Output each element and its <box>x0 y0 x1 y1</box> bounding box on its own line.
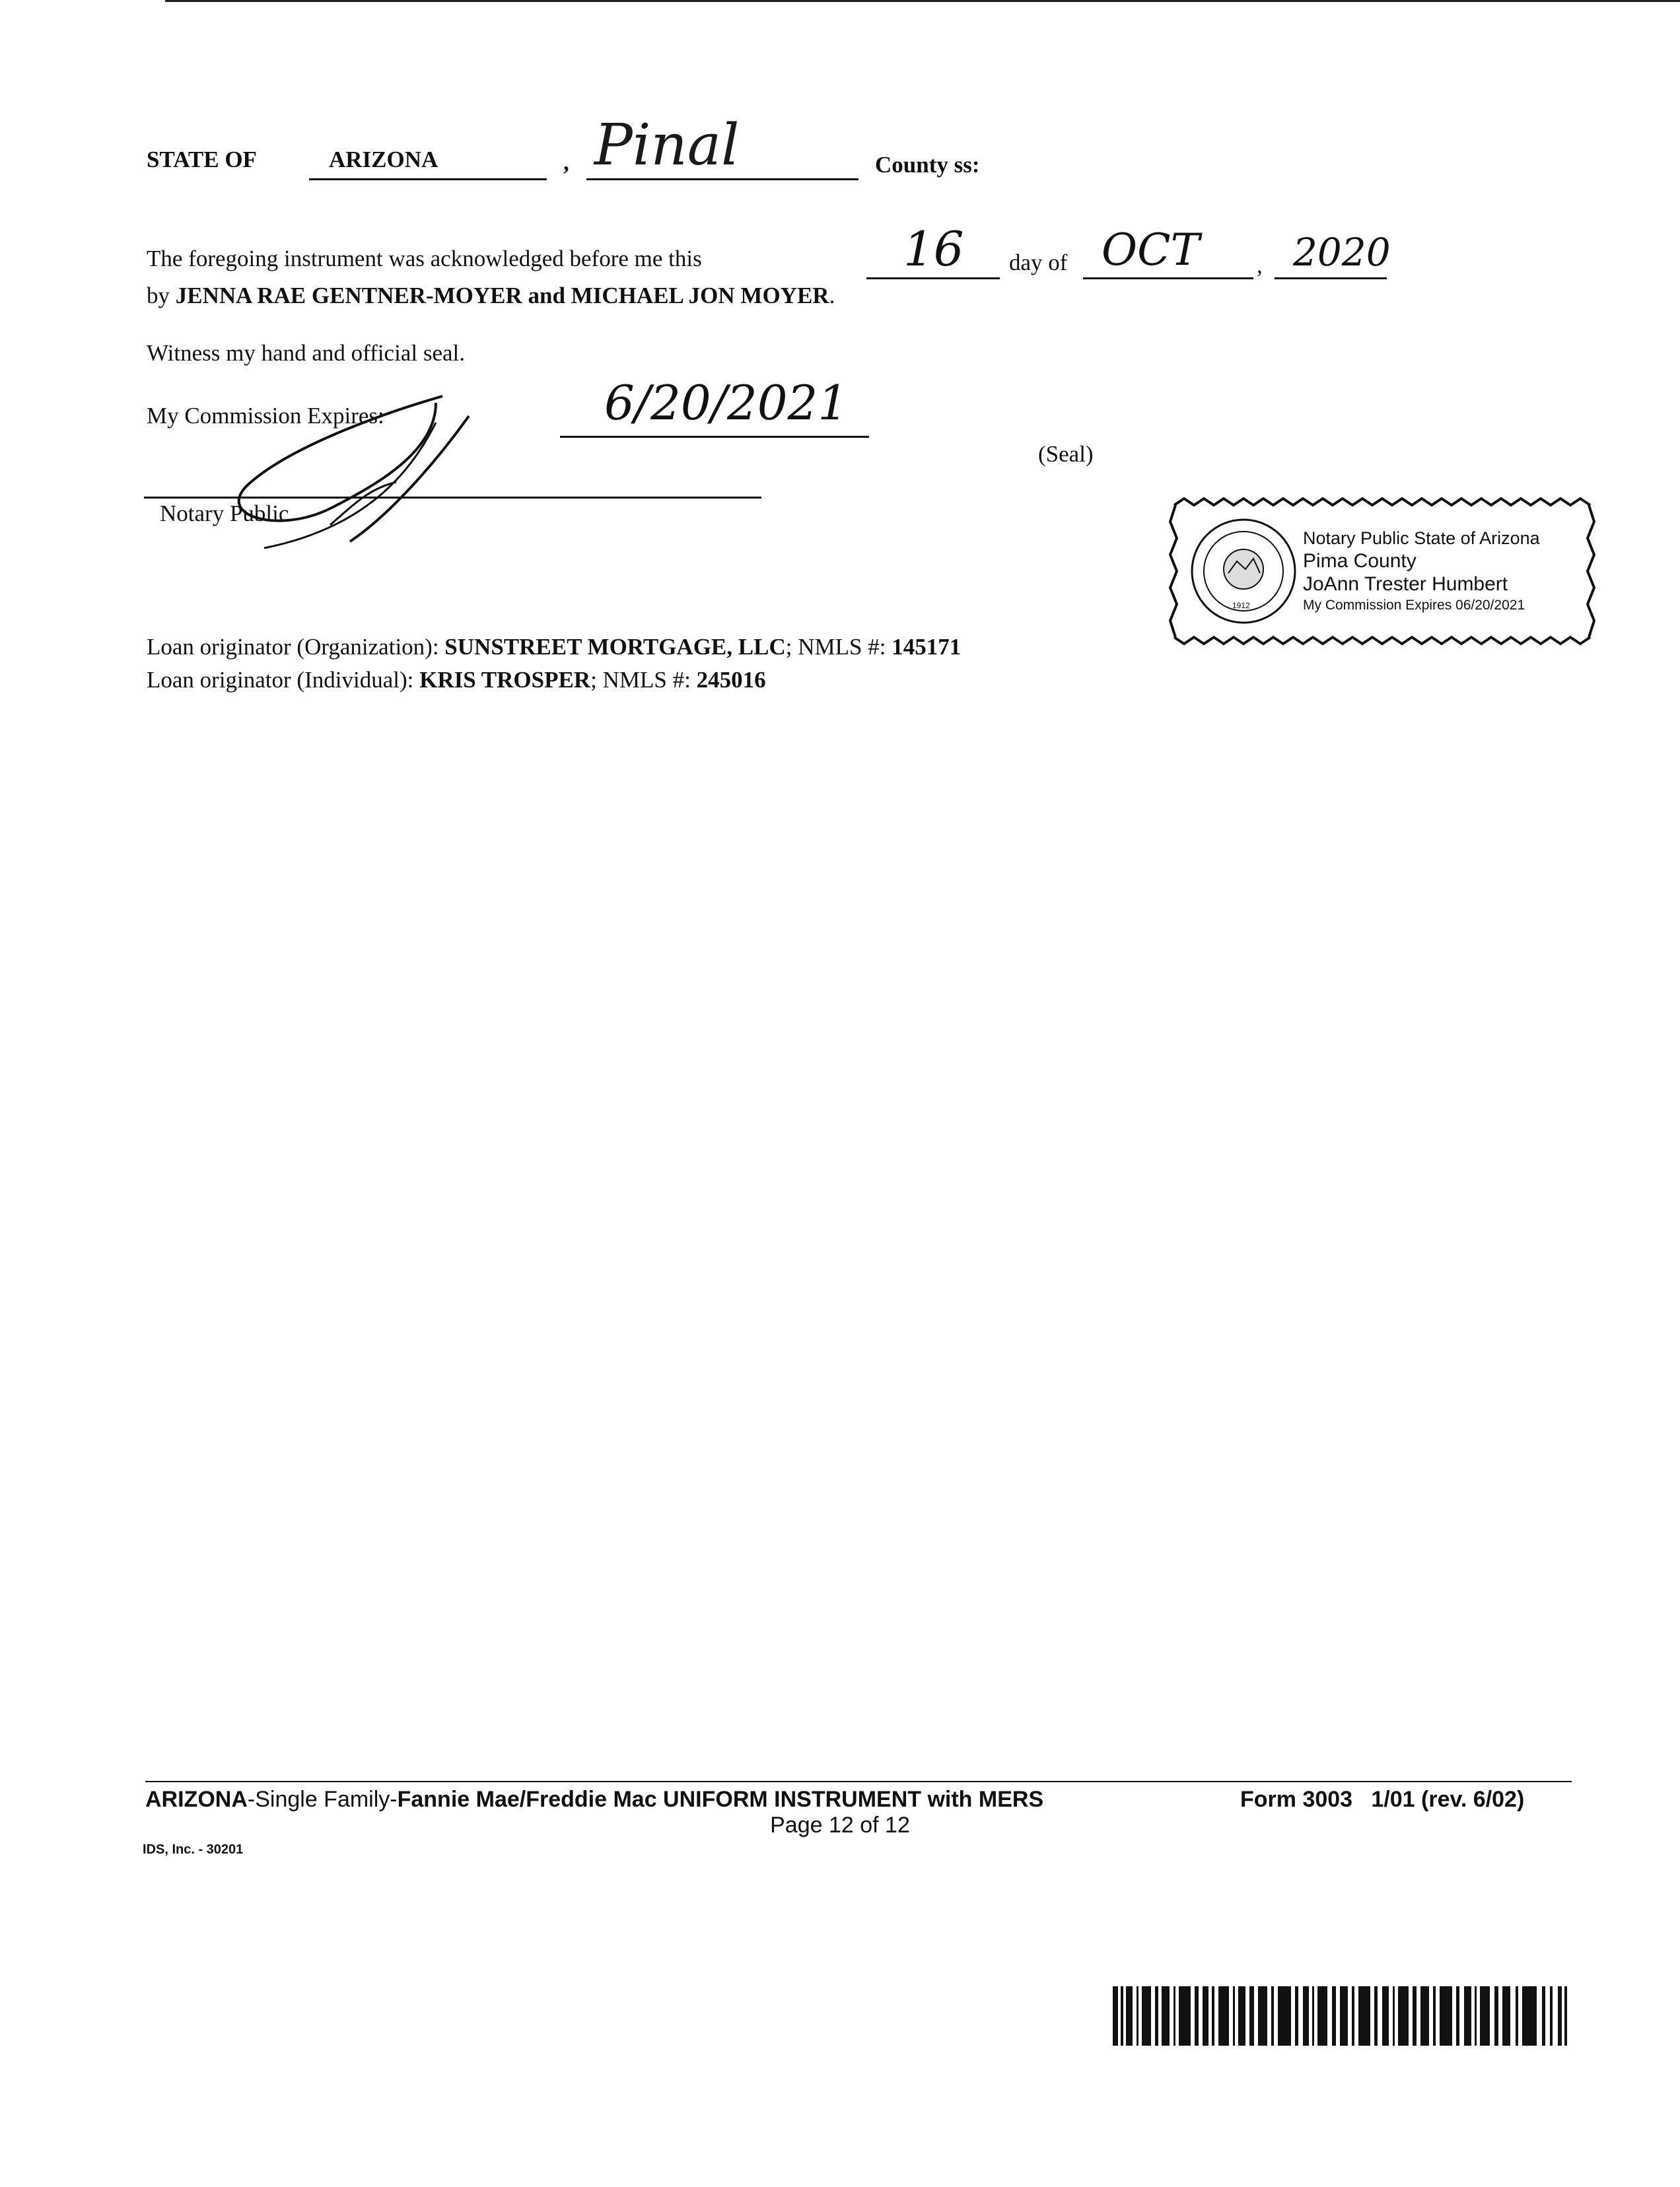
state-field <box>309 147 547 180</box>
notary-public-label: Notary Public <box>160 501 289 526</box>
ind-nmls-label: ; NMLS #: <box>590 667 691 693</box>
day-handwritten-value: 16 <box>903 221 964 277</box>
footer-rule <box>145 1781 1572 1782</box>
document-barcode <box>1113 1986 1568 2046</box>
commission-handwritten-value: 6/20/2021 <box>604 375 849 431</box>
footer-page: Page 12 of 12 <box>770 1813 910 1838</box>
footer-state: ARIZONA <box>145 1787 248 1812</box>
month-year-comma: , <box>1257 252 1263 278</box>
by-label: by <box>147 283 170 308</box>
stamp-emblem-year: 1912 <box>1232 601 1250 610</box>
loan-originator-org <box>147 634 961 660</box>
county-handwritten-value: Pinal <box>594 112 740 178</box>
footer-instrument-line <box>145 1787 1043 1813</box>
footer-form: Form 3003 1/01 (rev. 6/02) <box>1240 1787 1525 1812</box>
ind-name: KRIS TROSPER <box>419 667 591 693</box>
month-handwritten-value: OCT <box>1102 225 1200 275</box>
stamp-line-4: My Commission Expires 06/20/2021 <box>1303 598 1525 613</box>
ind-label: Loan originator (Individual): <box>147 667 414 693</box>
footer-instrument: Fannie Mae/Freddie Mac UNIFORM INSTRUMENT with MERS <box>397 1787 1044 1812</box>
footer-dash: -Single Family- <box>247 1787 398 1812</box>
stamp-line-1: Notary Public State of Arizona <box>1303 528 1540 548</box>
year-handwritten-value: 2020 <box>1293 230 1391 275</box>
signers-line <box>147 283 835 309</box>
day-of-label: day of <box>1009 250 1068 275</box>
org-nmls: 145171 <box>892 634 962 660</box>
loan-originator-individual <box>147 667 766 693</box>
org-label: Loan originator (Organization): <box>147 634 439 660</box>
commission-label: My Commission Expires: <box>147 403 384 429</box>
org-nmls-label: ; NMLS #: <box>785 634 886 660</box>
notary-stamp <box>1168 495 1597 647</box>
ind-nmls: 245016 <box>696 667 766 693</box>
stamp-line-2: Pima County <box>1303 550 1417 572</box>
scan-edge-line <box>165 0 1680 2</box>
acknowledgment-text: The foregoing instrument was acknowledged before me this <box>147 246 702 271</box>
seal-label: (Seal) <box>1038 441 1094 467</box>
footer-ids: IDS, Inc. - 30201 <box>143 1842 244 1857</box>
state-value: ARIZONA <box>329 147 438 172</box>
state-county-comma: , <box>563 149 569 175</box>
stamp-line-3: JoAnn Trester Humbert <box>1303 573 1508 595</box>
signers-names: JENNA RAE GENTNER-MOYER and MICHAEL JON MOYER <box>175 283 829 308</box>
county-label: County ss: <box>875 152 980 178</box>
notary-signature-scribble <box>198 383 502 561</box>
witness-text: Witness my hand and official seal. <box>147 340 465 366</box>
signers-period: . <box>829 283 835 308</box>
org-name: SUNSTREET MORTGAGE, LLC <box>444 634 786 660</box>
state-label: STATE OF <box>147 147 257 172</box>
